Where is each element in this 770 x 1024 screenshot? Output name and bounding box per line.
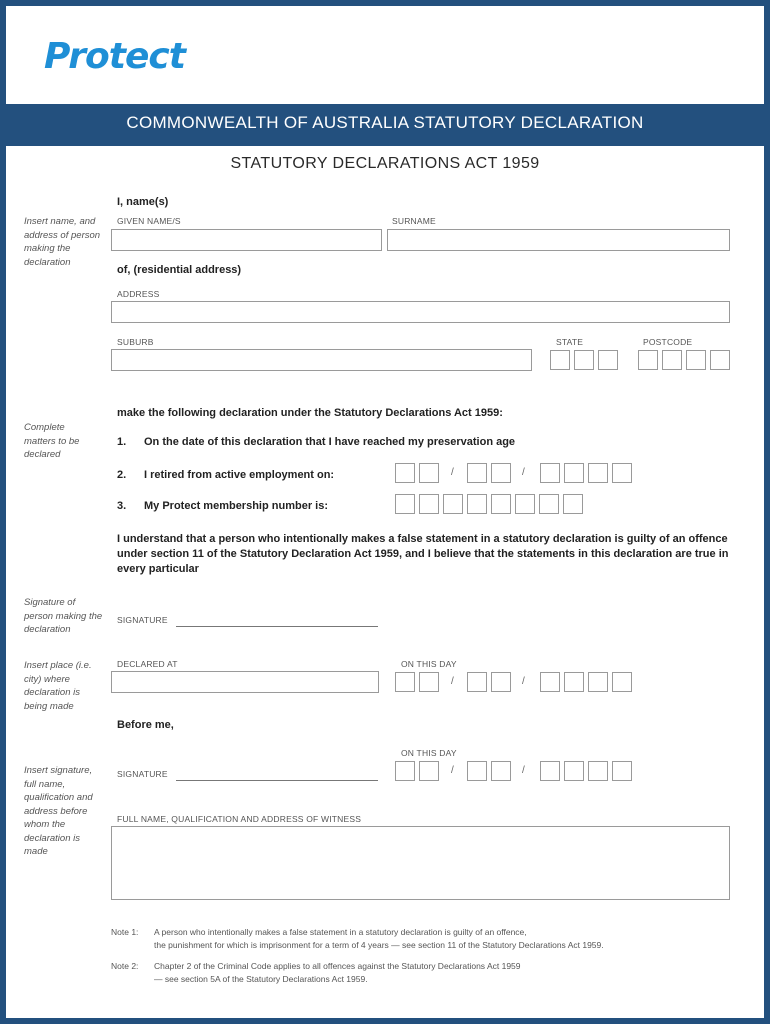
on-this-day-label: ON THIS DAY — [401, 659, 457, 669]
witness-signature-label: SIGNATURE — [117, 769, 168, 779]
date-box[interactable] — [419, 761, 439, 781]
member-box[interactable] — [419, 494, 439, 514]
witness-details-label: FULL NAME, QUALIFICATION AND ADDRESS OF WITNESS — [117, 814, 362, 824]
signature-line[interactable] — [176, 626, 378, 627]
sidenote-signature: Signature of person making the declaration — [24, 597, 103, 635]
date-box[interactable] — [564, 463, 584, 483]
form-title: COMMONWEALTH OF AUSTRALIA STATUTORY DECLARATION — [126, 113, 644, 132]
member-box[interactable] — [467, 494, 487, 514]
note2-line1: Chapter 2 of the Criminal Code applies to all offences against the Statutory Declarations Act 1959 — [154, 961, 521, 971]
postcode-box[interactable] — [686, 350, 706, 370]
date-box[interactable] — [540, 761, 560, 781]
declared-at-field[interactable] — [111, 671, 379, 693]
date-box[interactable] — [588, 672, 608, 692]
member-box[interactable] — [563, 494, 583, 514]
witness-signature-line[interactable] — [176, 780, 378, 781]
witness-on-this-day-label: ON THIS DAY — [401, 748, 457, 758]
member-box[interactable] — [491, 494, 511, 514]
note1-line2: the punishment for which is imprisonment for a term of 4 years — see section 11 of the Statutory Declarations Act 1959. — [154, 940, 604, 950]
surname-label: SURNAME — [392, 216, 436, 226]
declared-at-label: DECLARED AT — [117, 659, 178, 669]
postcode-box[interactable] — [662, 350, 682, 370]
date-box[interactable] — [491, 672, 511, 692]
state-box[interactable] — [598, 350, 618, 370]
member-box[interactable] — [443, 494, 463, 514]
member-box[interactable] — [539, 494, 559, 514]
date-separator: / — [451, 676, 454, 687]
postcode-box[interactable] — [710, 350, 730, 370]
date-box[interactable] — [491, 761, 511, 781]
date-box[interactable] — [419, 463, 439, 483]
item2-text: I retired from active employment on: — [144, 469, 335, 481]
item3-text: My Protect membership number is: — [144, 500, 328, 512]
note2-label: Note 2: — [111, 961, 139, 971]
address-field[interactable] — [111, 301, 730, 323]
note1-label: Note 1: — [111, 927, 139, 937]
date-box[interactable] — [540, 463, 560, 483]
date-separator: / — [522, 676, 525, 687]
date-separator: / — [522, 467, 525, 478]
date-separator: / — [451, 467, 454, 478]
note1-line1: A person who intentionally makes a false statement in a statutory declaration is guilty of an offence, — [154, 927, 527, 937]
note2-line2: — see section 5A of the Statutory Declarations Act 1959. — [154, 974, 368, 984]
item2-number: 2. — [117, 469, 127, 481]
declaration-statement: I understand that a person who intentionally makes a false statement in a statutory declaration is guilty of an offence under section 11 of the Statutory Declaration Act 1959, and I believe that the statements in this declaration are true in every particular — [117, 533, 729, 575]
date-box[interactable] — [564, 761, 584, 781]
date-box[interactable] — [540, 672, 560, 692]
date-box[interactable] — [467, 761, 487, 781]
date-box[interactable] — [612, 463, 632, 483]
suburb-label: SUBURB — [117, 337, 154, 347]
date-box[interactable] — [395, 463, 415, 483]
suburb-field[interactable] — [111, 349, 532, 371]
member-box[interactable] — [395, 494, 415, 514]
date-box[interactable] — [612, 761, 632, 781]
state-box[interactable] — [550, 350, 570, 370]
postcode-label: POSTCODE — [643, 337, 693, 347]
item3-number: 3. — [117, 500, 127, 512]
date-box[interactable] — [467, 672, 487, 692]
address-heading: of, (residential address) — [117, 264, 242, 276]
date-box[interactable] — [395, 672, 415, 692]
protect-logo: Protect — [44, 36, 185, 77]
date-box[interactable] — [564, 672, 584, 692]
postcode-box[interactable] — [638, 350, 658, 370]
witness-details-field[interactable] — [111, 826, 730, 900]
sidenote-insert-signature: Insert signature, full name, qualification and address before whom the declaration is made — [24, 765, 93, 857]
date-box[interactable] — [395, 761, 415, 781]
date-separator: / — [451, 765, 454, 776]
date-box[interactable] — [612, 672, 632, 692]
given-name-label: GIVEN NAME/S — [117, 216, 181, 226]
date-box[interactable] — [588, 761, 608, 781]
item1-text: On the date of this declaration that I have reached my preservation age — [144, 436, 516, 448]
sidenote-insert-place: Insert place (i.e. city) where declaration is being made — [24, 660, 92, 712]
surname-field[interactable] — [387, 229, 730, 251]
given-name-field[interactable] — [111, 229, 382, 251]
sidenote-complete: Complete matters to be declared — [24, 422, 80, 460]
act-title: STATUTORY DECLARATIONS ACT 1959 — [230, 155, 540, 172]
date-box[interactable] — [419, 672, 439, 692]
names-heading: I, name(s) — [117, 196, 169, 208]
state-label: STATE — [556, 337, 584, 347]
item1-number: 1. — [117, 436, 127, 448]
declaration-intro: make the following declaration under the Statutory Declarations Act 1959: — [117, 407, 503, 419]
state-box[interactable] — [574, 350, 594, 370]
before-me: Before me, — [117, 719, 174, 731]
date-separator: / — [522, 765, 525, 776]
date-box[interactable] — [467, 463, 487, 483]
member-box[interactable] — [515, 494, 535, 514]
sidenote-insert-name: Insert name, and address of person making the declaration — [24, 216, 101, 268]
signature-label: SIGNATURE — [117, 615, 168, 625]
date-box[interactable] — [491, 463, 511, 483]
address-label: ADDRESS — [117, 289, 160, 299]
date-box[interactable] — [588, 463, 608, 483]
